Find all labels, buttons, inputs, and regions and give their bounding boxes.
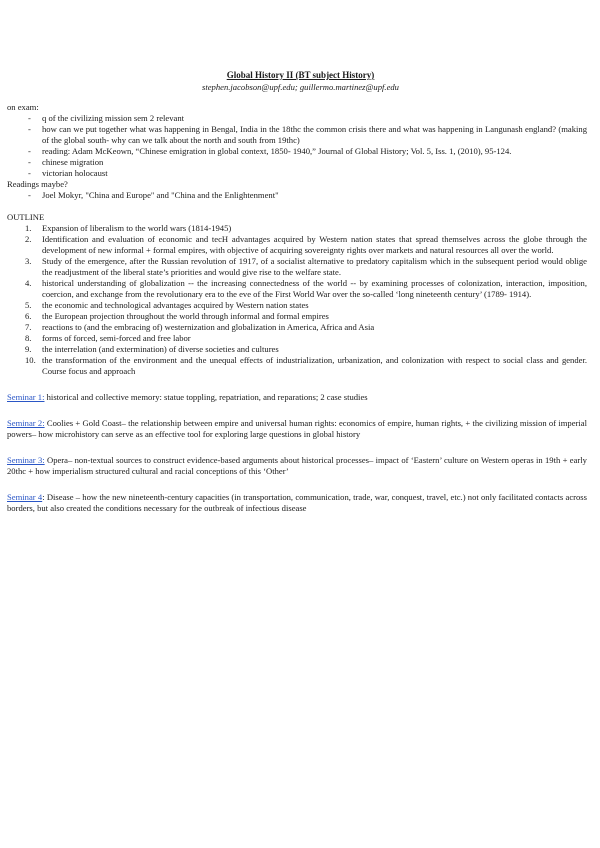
outline-item <box>7 311 587 322</box>
outline-text: reactions to (and the embracing of) westernization and globalization in America, Africa and Asia <box>42 322 375 332</box>
document-page <box>7 70 587 514</box>
outline-text: Study of the emergence, after the Russian revolution of 1917, of a socialist alternative to predatory capitalism which in the subsequent period would oblige the readjustment of the liberal state’s priorities and would give rise to the welfare state. <box>42 256 587 277</box>
document-title: Global History II (BT subject History) <box>226 70 375 80</box>
seminar-3 <box>7 455 587 477</box>
list-item: - Joel Mokyr, "China and Europe" and "China and the Enlightenment" <box>7 190 587 201</box>
seminar-2-text: Coolies + Gold Coast– the relationship between empire and universal human rights: economics of empire, human rights, + the civilizing mission of imperial powers– how microhistory can serve as an effective tool for exploring large questions in global history <box>7 418 587 439</box>
seminar-3-link[interactable]: Seminar 3: <box>7 455 45 465</box>
outline-text: the economic and technological advantages acquired by Western nation states <box>42 300 309 310</box>
outline-text: Expansion of liberalism to the world wars (1814-1945) <box>42 223 232 233</box>
outline-number: 3. <box>25 256 32 266</box>
outline-number: 1. <box>25 223 32 233</box>
list-item: - q of the civilizing mission sem 2 relevant <box>7 113 587 124</box>
seminar-4-text: : Disease – how the new nineteenth-century capacities (in transportation, communication, trade, war, conquest, travel, etc.) not only facilitated contacts across borders, but also created the conditions necessary for the outbreak of infectious disease <box>7 492 587 513</box>
outline-item <box>7 223 587 234</box>
outline-number: 5. <box>25 300 32 310</box>
seminar-4 <box>7 492 587 514</box>
outline-number: 6. <box>25 311 32 321</box>
seminar-1 <box>7 392 587 403</box>
outline-list <box>7 223 587 377</box>
outline-text: Identification and evaluation of economic and tecH advantages acquired by Western nation states that spread themselves across the globe through the development of new informal + formal empires, with objective of acquiring sovereignty rights over markets and natural resources all over the world. <box>42 234 587 255</box>
outline-text: the transformation of the environment and the unequal effects of industrialization, urbanization, and colonization with respect to social class and gender. Course focus and approach <box>42 355 587 376</box>
outline-text: historical understanding of globalization -- the increasing connectedness of the world -- by examining processes of colonization, interaction, imposition, coercion, and exchange from the revolutionary era to the eve of the First World War over the so-called ‘long nineteenth century’ (1789- 1914). <box>42 278 587 299</box>
seminar-2 <box>7 418 587 440</box>
outline-number: 4. <box>25 278 32 288</box>
outline-item <box>7 256 587 278</box>
readings-list <box>7 190 587 201</box>
outline-heading: OUTLINE <box>7 212 45 222</box>
list-item: - reading: Adam McKeown, “Chinese emigration in global context, 1850- 1940,” Journal of Global History; Vol. 5, Iss. 1, (2010), 95-124. <box>7 146 587 157</box>
outline-number: 7. <box>25 322 32 332</box>
outline-item <box>7 300 587 311</box>
readings-heading: Readings maybe? <box>7 179 68 189</box>
outline-number: 8. <box>25 333 32 343</box>
seminar-2-link[interactable]: Seminar 2: <box>7 418 45 428</box>
outline-item <box>7 344 587 355</box>
contact-emails: stephen.jacobson@upf.edu; guillermo.martinez@upf.edu <box>202 82 399 92</box>
seminar-1-link[interactable]: Seminar 1: <box>7 392 45 402</box>
outline-number: 10. <box>25 355 36 365</box>
outline-text: the European projection throughout the world through informal and formal empires <box>42 311 329 321</box>
outline-text: the interrelation (and extermination) of diverse societies and cultures <box>42 344 279 354</box>
outline-item <box>7 322 587 333</box>
seminar-4-link[interactable]: Seminar 4 <box>7 492 43 502</box>
seminar-1-text: historical and collective memory: statue toppling, repatriation, and reparations; 2 case studies <box>44 392 368 402</box>
seminar-3-text: Opera– non-textual sources to construct evidence-based arguments about historical processes– impact of ‘Eastern’ culture on Western operas in 19th + early 20thc + how imperialism structured cultural and racial conceptions of this ‘Other’ <box>7 455 587 476</box>
outline-item <box>7 234 587 256</box>
on-exam-list <box>7 113 587 179</box>
outline-number: 2. <box>25 234 32 244</box>
outline-item <box>7 278 587 300</box>
list-item: - how can we put together what was happening in Bengal, India in the 18thc the common crisis there and what was happening in Langunash england? (making of the global south- why can we talk about the north and south from 19thc) <box>7 124 587 146</box>
outline-item <box>7 355 587 377</box>
list-item: - victorian holocaust <box>7 168 587 179</box>
on-exam-heading: on exam: <box>7 102 39 112</box>
outline-text: forms of forced, semi-forced and free labor <box>42 333 191 343</box>
outline-number: 9. <box>25 344 32 354</box>
list-item: - chinese migration <box>7 157 587 168</box>
outline-item <box>7 333 587 344</box>
